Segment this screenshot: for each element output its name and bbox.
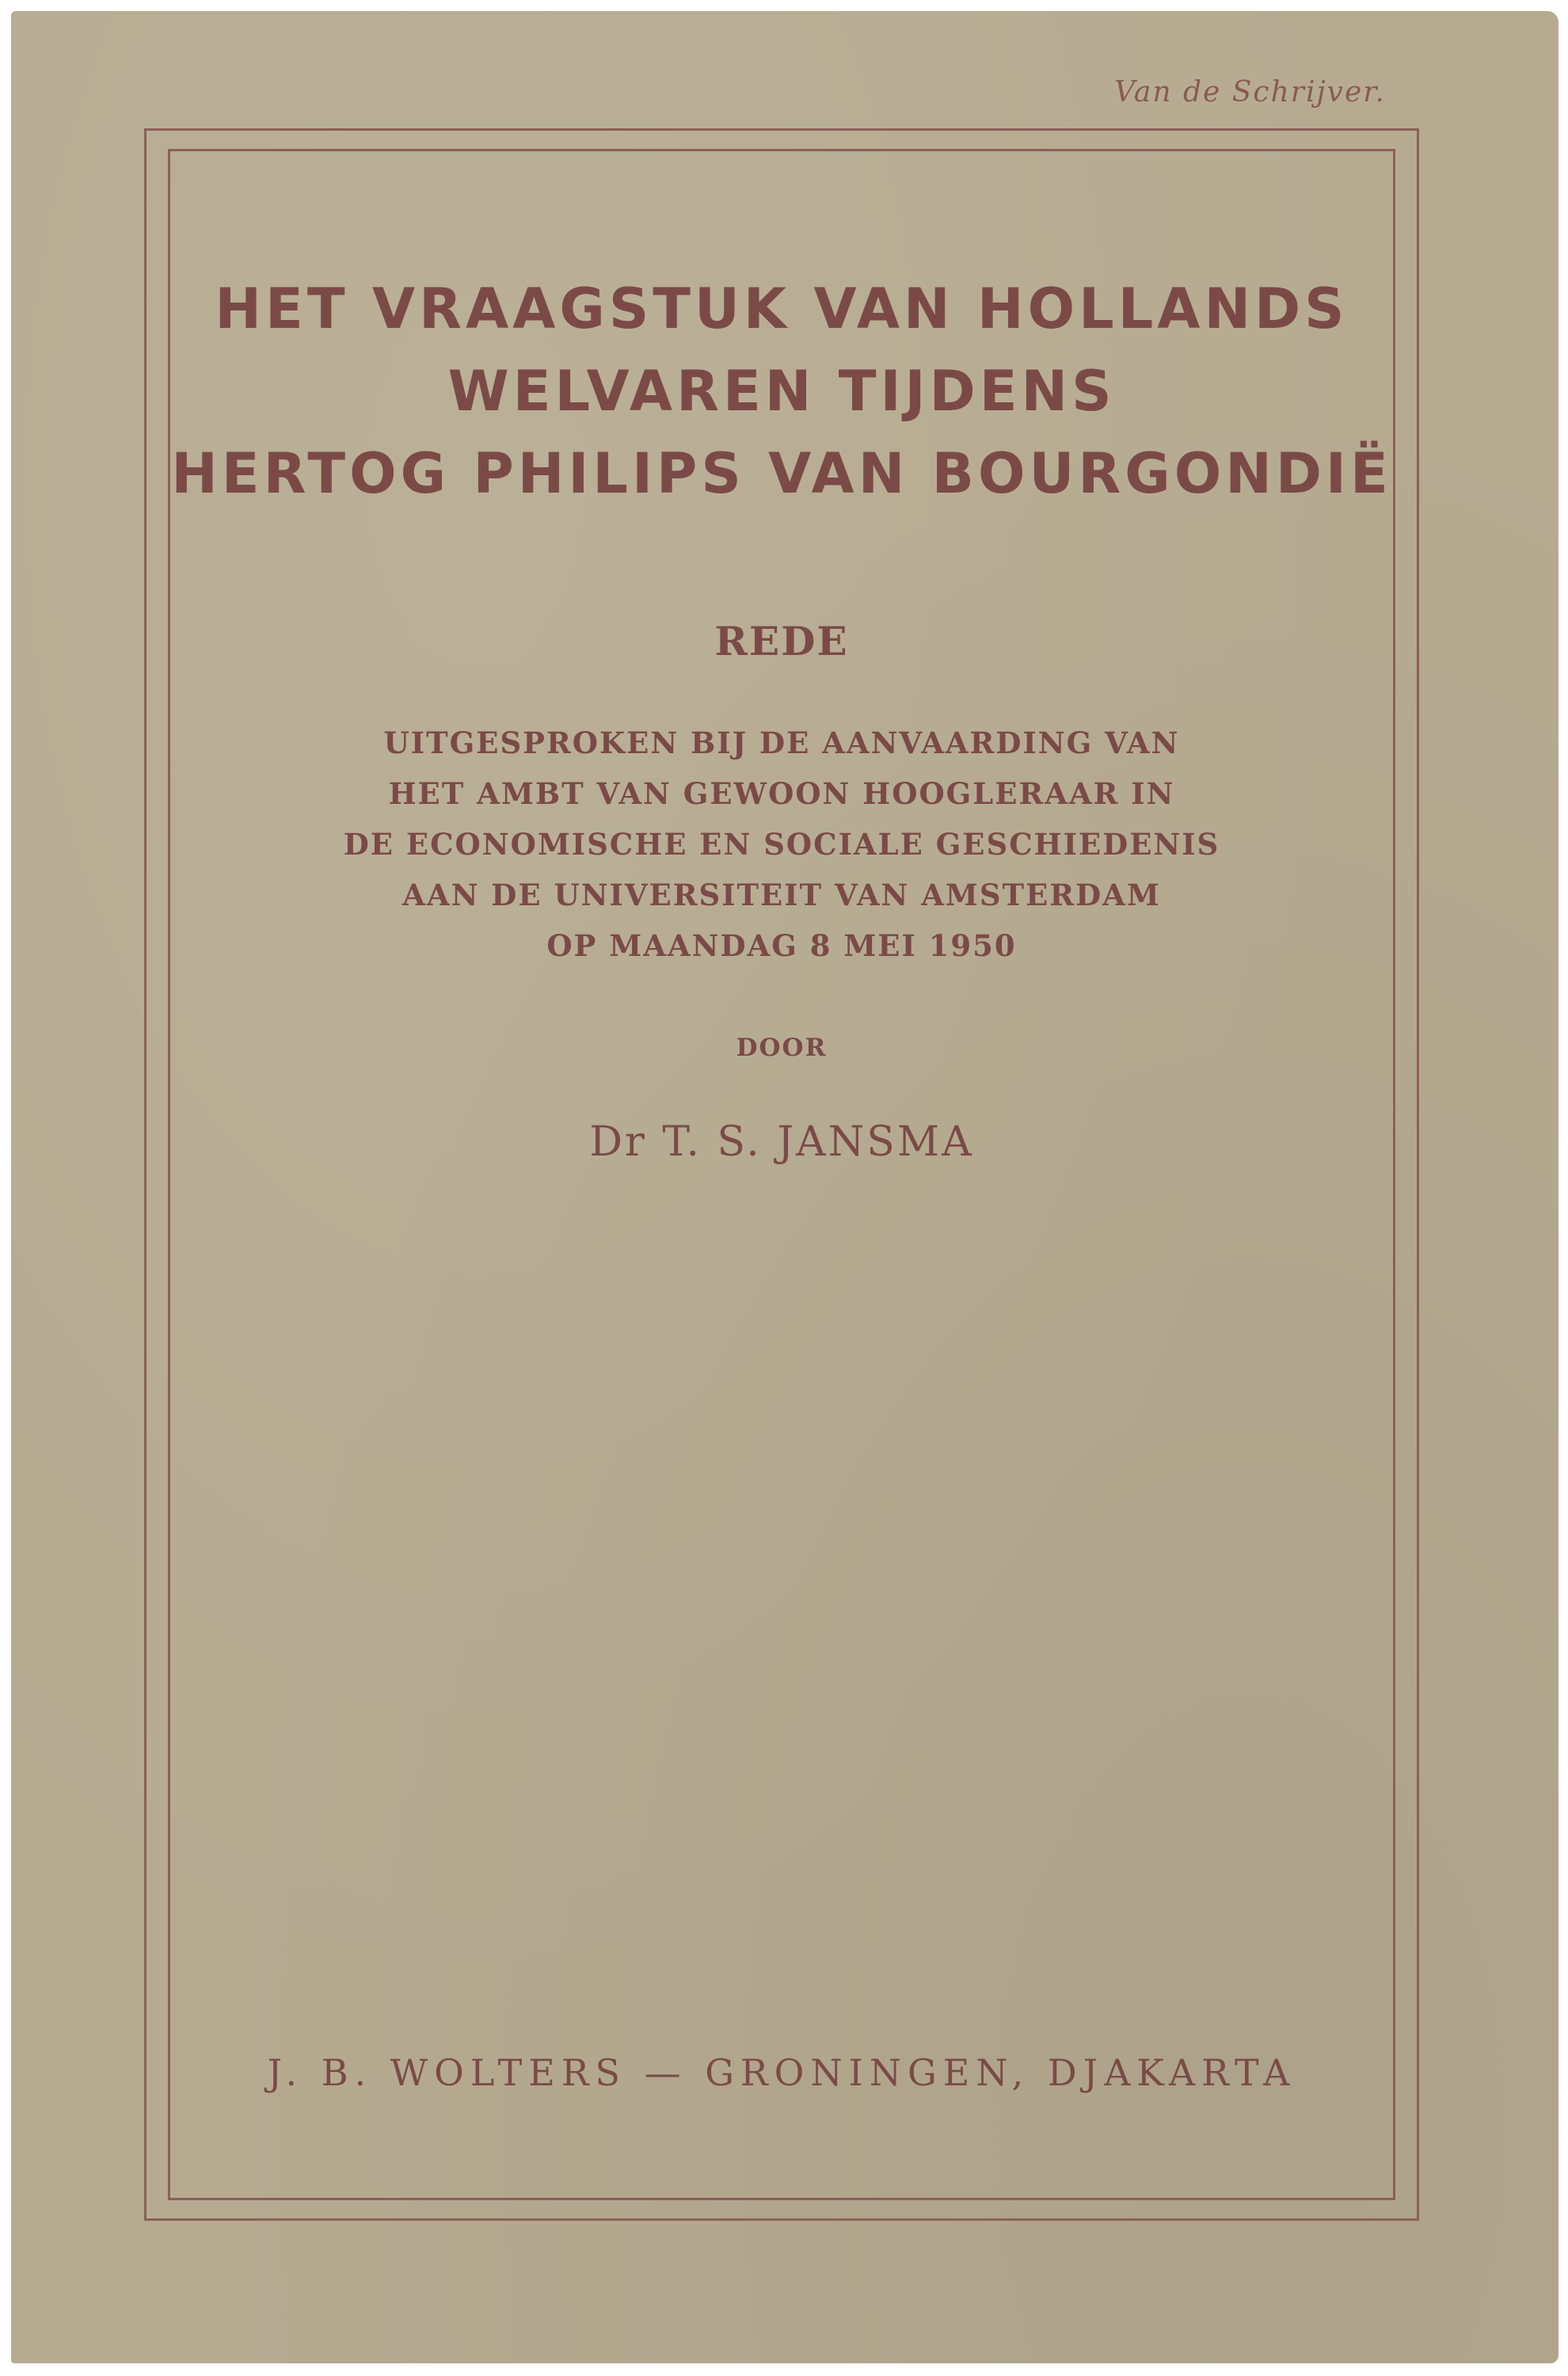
title-line: HERTOG PHILIPS VAN BOURGONDIË <box>171 441 1392 506</box>
door-label: DOOR <box>736 1034 828 1062</box>
occasion-text <box>168 718 1395 971</box>
occasion-line: UITGESPROKEN BIJ DE AANVAARDING VAN <box>383 725 1180 760</box>
occasion-line: DE ECONOMISCHE EN SOCIALE GESCHIEDENIS <box>343 827 1220 862</box>
book-title <box>168 268 1395 515</box>
occasion-line: OP MAANDAG 8 MEI 1950 <box>546 928 1017 963</box>
rede-heading: REDE <box>714 618 849 664</box>
publisher-imprint: J. B. WOLTERS — GRONINGEN, DJAKARTA <box>267 2051 1296 2094</box>
occasion-line: HET AMBT VAN GEWOON HOOGLERAAR IN <box>388 776 1175 811</box>
occasion-line: AAN DE UNIVERSITEIT VAN AMSTERDAM <box>402 878 1161 912</box>
handwritten-inscription: Van de Schrijver. <box>1114 76 1386 109</box>
author-name: Dr T. S. JANSMA <box>589 1118 974 1166</box>
title-line: HET VRAAGSTUK VAN HOLLANDS <box>215 276 1349 341</box>
title-line: WELVAREN TIJDENS <box>447 359 1116 424</box>
